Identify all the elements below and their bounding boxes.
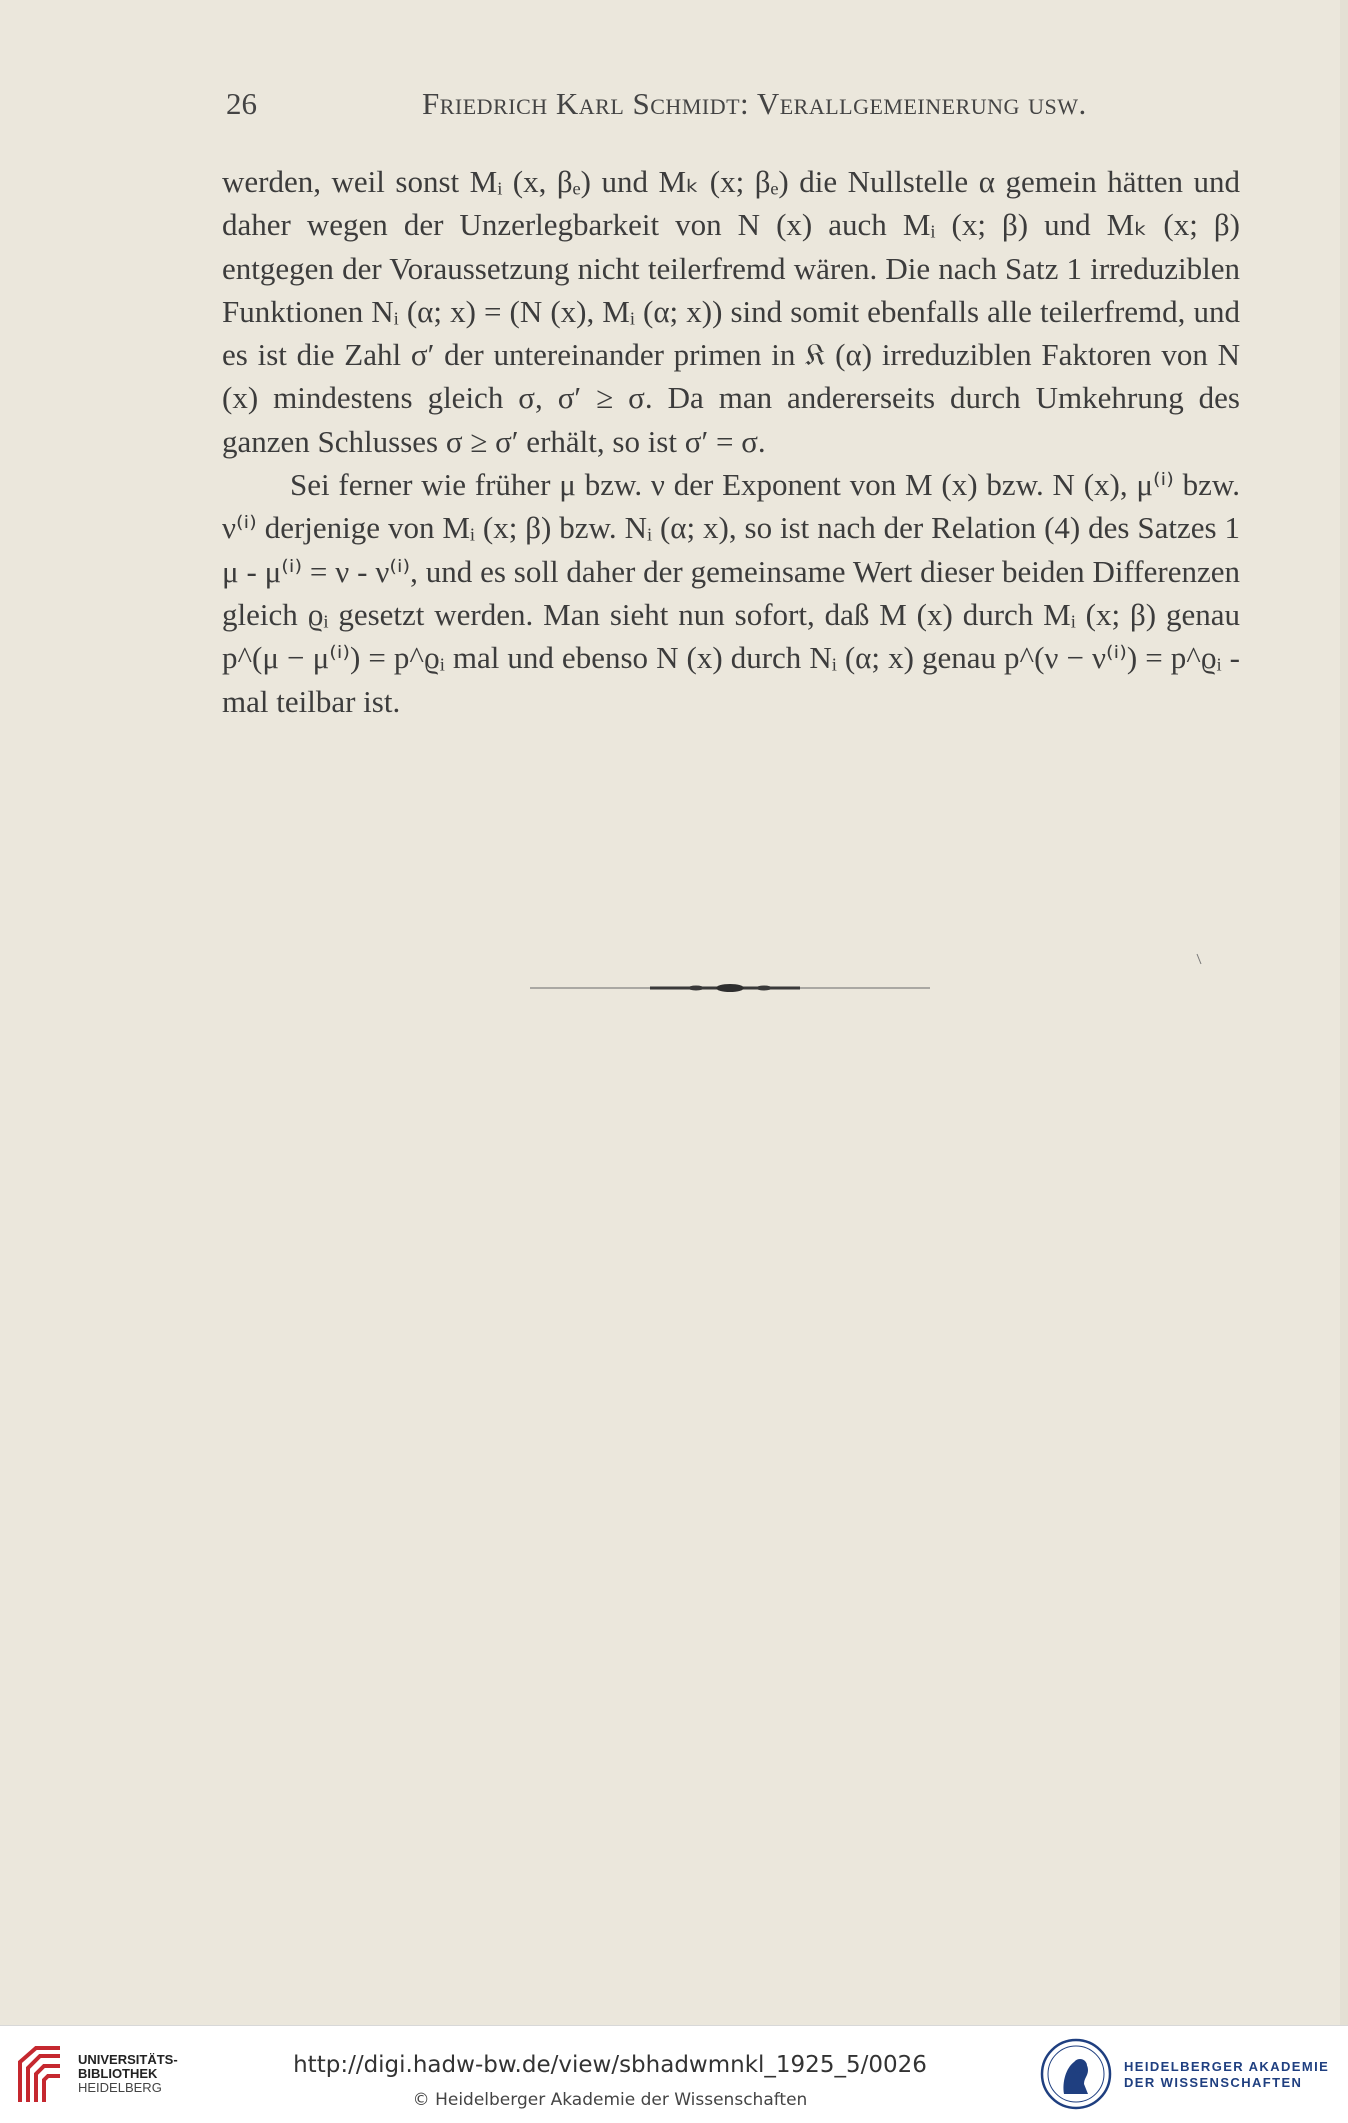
section-end-ornament: [530, 980, 930, 996]
university-library-name: [78, 2053, 178, 2095]
running-head-title: Friedrich Karl Schmidt: Verallgemeinerung usw.: [422, 86, 1087, 121]
academy-seal-icon: [1040, 2038, 1112, 2110]
paragraph-1: werden, weil sonst Mᵢ (x, βₑ) und Mₖ (x; βₑ) die Nullstelle α gemein hätten und daher wegen der Unzerlegbarkeit von N (x) auch Mᵢ (x; β) und Mₖ (x; β) entgegen der Voraussetzung nicht teilerfremd wären. Die nach Satz 1 irreduziblen Funktionen Nᵢ (α; x) = (N (x), Mᵢ (α; x)) sind somit ebenfalls alle teilerfremd, und es ist die Zahl σ′ der untereinander primen in 𝔎 (α) irreduziblen Faktoren von N (x) mindestens gleich σ, σ′ ≥ σ. Da man andererseits durch Umkehrung des ganzen Schlusses σ ≥ σ′ erhält, so ist σ′ = σ.: [222, 164, 1240, 459]
academy-line-1: HEIDELBERGER AKADEMIE: [1124, 2059, 1330, 2074]
academy-line-2: DER WISSENSCHAFTEN: [1124, 2075, 1303, 2090]
academy-name: [1124, 2059, 1329, 2091]
library-line-2: BIBLIOTHEK: [78, 2066, 158, 2081]
permalink-url[interactable]: http://digi.hadw-bw.de/view/sbhadwmnkl_1925_5/0026: [293, 2052, 927, 2078]
copyright-notice: © Heidelberger Akademie der Wissenschaften: [412, 2090, 808, 2110]
page-edge: [1340, 0, 1348, 2025]
scan-speck: [1196, 953, 1202, 965]
university-library-logo-icon: [14, 2040, 66, 2108]
paragraph-2: Sei ferner wie früher μ bzw. ν der Exponent von M (x) bzw. N (x), μ⁽ⁱ⁾ bzw. ν⁽ⁱ⁾ derjenige von Mᵢ (x; β) bzw. Nᵢ (α; x), so ist nach der Relation (4) des Satzes 1 μ - μ⁽ⁱ⁾ = ν - ν⁽ⁱ⁾, und es soll daher der gemeinsame Wert dieser beiden Differenzen gleich ϱᵢ gesetzt werden. Man sieht nun sofort, daß M (x) durch Mᵢ (x; β) genau p^(μ − μ⁽ⁱ⁾) = p^ϱᵢ mal und ebenso N (x) durch Nᵢ (α; x) genau p^(ν − ν⁽ⁱ⁾) = p^ϱᵢ - mal teilbar ist.: [222, 467, 1240, 719]
library-line-3: HEIDELBERG: [78, 2080, 162, 2095]
library-line-1: UNIVERSITÄTS-: [78, 2052, 178, 2067]
digitization-footer: [0, 2025, 1348, 2123]
body-text: [222, 160, 1240, 723]
page-number: 26: [226, 86, 257, 121]
running-head: [222, 86, 1240, 126]
